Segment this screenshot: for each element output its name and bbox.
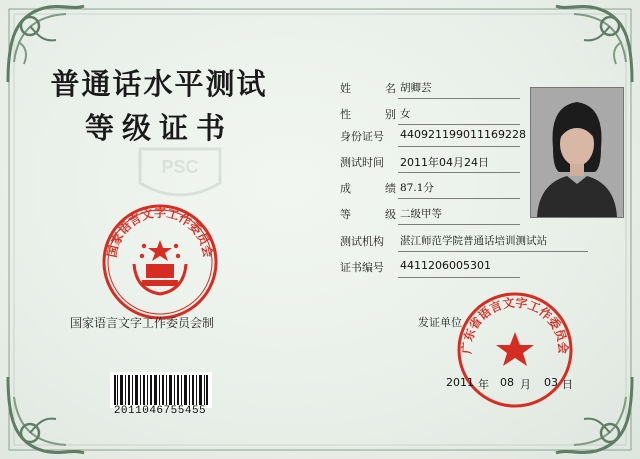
field-test-date-label: 测试时间 bbox=[340, 156, 384, 169]
field-name-label bbox=[340, 80, 396, 96]
svg-text:国家语言文字工作委员会: 国家语言文字工作委员会 bbox=[104, 205, 216, 259]
barcode bbox=[110, 372, 212, 408]
national-committee-seal bbox=[100, 202, 220, 322]
field-test-date bbox=[340, 154, 520, 170]
psc-watermark bbox=[130, 145, 230, 205]
psc-watermark-text: PSC bbox=[161, 157, 199, 177]
issuer-name: 国家语言文字工作委员会制 bbox=[70, 316, 215, 330]
corner-ornament-icon bbox=[4, 373, 88, 457]
label-char: 成 bbox=[340, 182, 351, 195]
label-char: 别 bbox=[385, 108, 396, 121]
field-underline bbox=[398, 198, 520, 199]
field-test-institution-label: 测试机构 bbox=[340, 235, 384, 248]
field-test-date-value: 2011年04月24日 bbox=[400, 156, 489, 169]
issue-year: 2011 bbox=[446, 376, 474, 389]
issue-month: 08 bbox=[500, 376, 514, 389]
field-level-value: 二级甲等 bbox=[400, 208, 442, 220]
field-id-number bbox=[340, 128, 526, 144]
label-char: 名 bbox=[385, 82, 396, 95]
field-level-label bbox=[340, 206, 396, 222]
field-gender bbox=[340, 106, 520, 122]
field-certificate-number-value: 4411206005301 bbox=[400, 259, 491, 272]
certificate-title-line2: 等级证书 bbox=[84, 111, 233, 145]
svg-text:广东省语言文字工作委员会: 广东省语言文字工作委员会 bbox=[459, 295, 571, 355]
label-char: 姓 bbox=[340, 82, 351, 95]
field-score bbox=[340, 180, 520, 196]
label-char: 绩 bbox=[385, 182, 396, 195]
certificate-title-line1: 普通话水平测试 bbox=[50, 67, 268, 101]
field-certificate-number-label: 证书编号 bbox=[340, 261, 384, 274]
field-test-institution-value: 湛江师范学院普通话培训测试站 bbox=[400, 235, 547, 247]
field-underline bbox=[398, 251, 588, 252]
portrait-icon bbox=[531, 88, 623, 217]
field-underline bbox=[398, 146, 520, 147]
field-gender-value: 女 bbox=[400, 108, 411, 120]
field-certificate-number bbox=[340, 259, 520, 275]
field-underline bbox=[398, 172, 520, 173]
label-char: 等 bbox=[340, 208, 351, 221]
provincial-committee-seal bbox=[455, 290, 575, 410]
field-underline bbox=[398, 224, 520, 225]
field-score-value: 87.1分 bbox=[400, 182, 434, 194]
field-score-label bbox=[340, 180, 396, 196]
label-char: 性 bbox=[340, 108, 351, 121]
portrait-photo bbox=[530, 87, 624, 218]
issue-year-unit: 年 bbox=[478, 378, 489, 391]
corner-ornament-icon bbox=[552, 2, 636, 86]
field-id-number-label: 身份证号 bbox=[340, 130, 384, 143]
field-underline bbox=[398, 124, 520, 125]
issue-day-unit: 日 bbox=[562, 378, 573, 391]
field-gender-label bbox=[340, 106, 396, 122]
label-char: 级 bbox=[385, 208, 396, 221]
field-level bbox=[340, 206, 520, 222]
field-id-number-value: 440921199011169228 bbox=[400, 128, 526, 141]
issue-day: 03 bbox=[544, 376, 558, 389]
field-test-institution bbox=[340, 233, 588, 249]
field-name bbox=[340, 80, 520, 96]
issuing-unit-label: 发证单位 bbox=[418, 316, 462, 329]
barcode-number: 2011046755455 bbox=[113, 405, 207, 417]
field-name-value: 胡卿芸 bbox=[400, 82, 432, 94]
field-underline bbox=[398, 98, 520, 99]
field-underline bbox=[398, 277, 520, 278]
issue-month-unit: 月 bbox=[520, 378, 531, 391]
